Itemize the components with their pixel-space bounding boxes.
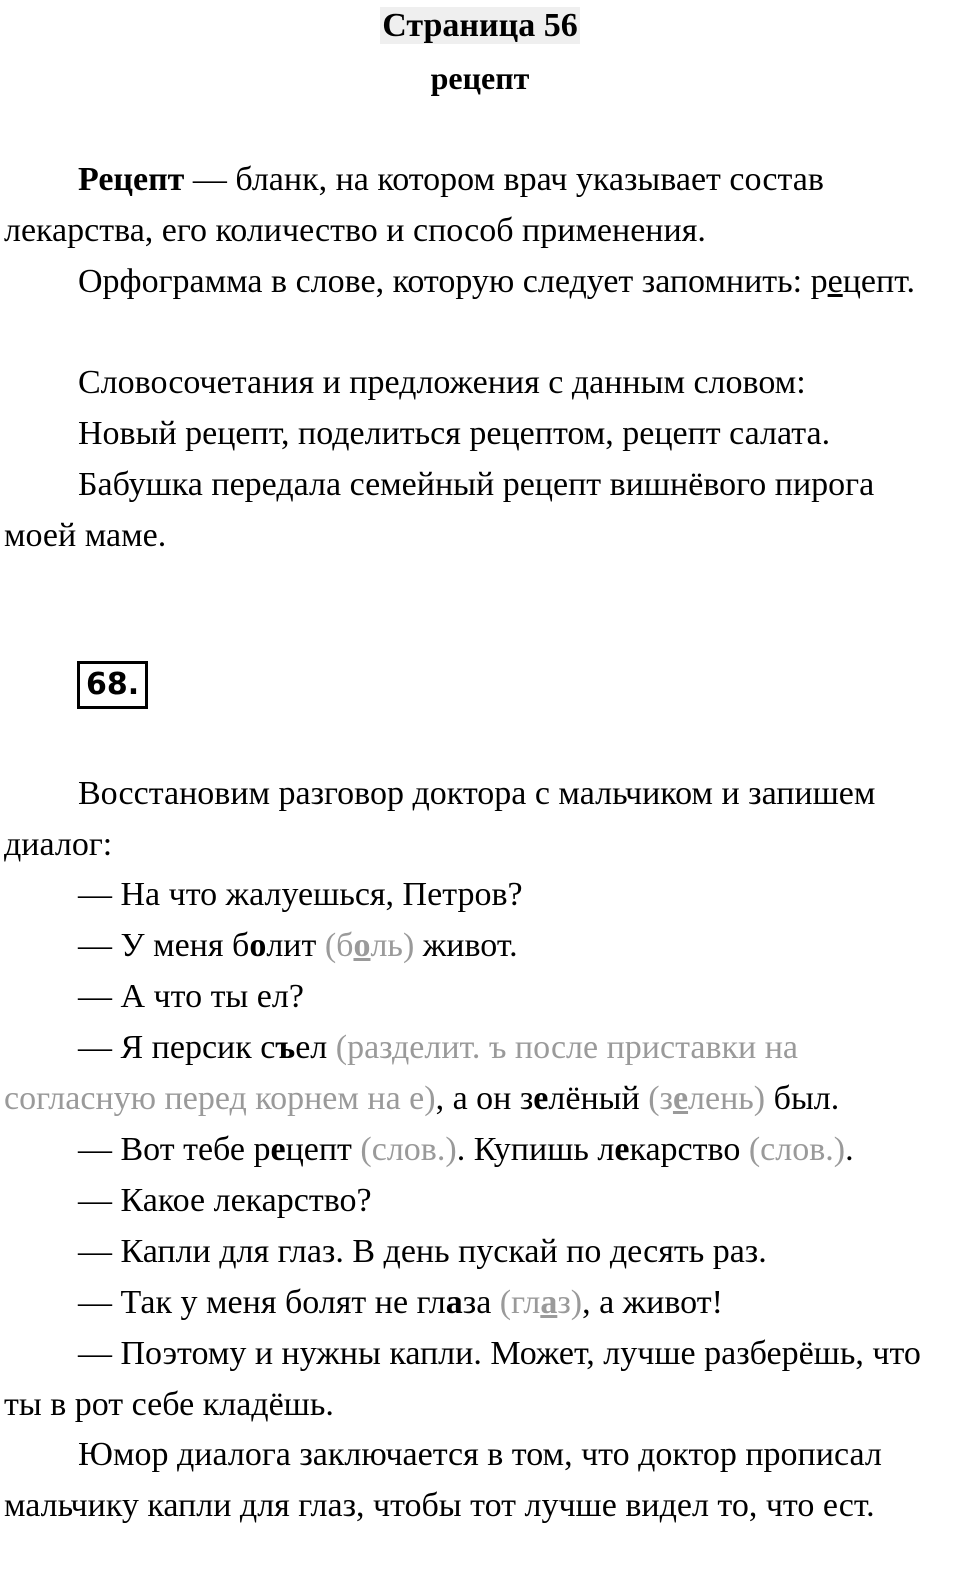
highlighted-letter: ъ — [275, 1029, 296, 1066]
definition-text: — бланк, на котором врач указывает состав лекарства, его количество и способ применения. — [4, 161, 824, 249]
definition-term: Рецепт — [78, 161, 185, 198]
dialogue-line-1: — На что жалуешься, Петров? — [78, 876, 523, 913]
dialogue-line-7: — Капли для глаз. В день пускай по десять раз. — [78, 1233, 767, 1270]
highlighted-letter: е — [533, 1080, 549, 1117]
check-word-part: ль) — [370, 927, 415, 964]
orthogram-intro: Орфограмма в слове, которую следует запомнить: — [78, 263, 803, 300]
dialogue-text: — Так у меня болят не гл — [78, 1284, 446, 1321]
dialogue-line-9: — Поэтому и нужны капли. Может, лучше разберёшь, что ты в рот себе кладёшь. — [4, 1335, 921, 1423]
dialogue-line-5 — [4, 1124, 954, 1175]
dialogue-line-3: — А что ты ел? — [78, 978, 304, 1015]
dialogue-text: лит — [266, 927, 325, 964]
dialogue-line-2 — [4, 920, 954, 971]
definition-paragraph — [4, 154, 954, 256]
highlighted-letter: а — [445, 1284, 463, 1321]
dialogue-text: живот. — [414, 927, 518, 964]
conclusion-paragraph: Юмор диалога заключается в том, что доктор прописал мальчику капли для глаз, чтобы тот лучше видел то, что ест. — [4, 1436, 882, 1524]
page-title-text: Страница 56 — [382, 7, 578, 44]
dialogue-text: — У меня б — [78, 927, 250, 964]
phrases-intro: Словосочетания и предложения с данным словом: — [78, 364, 806, 401]
check-word-letter: а — [540, 1284, 558, 1321]
orthogram-word-start: р — [810, 263, 828, 300]
check-word — [325, 927, 414, 964]
check-word-letter: о — [353, 927, 371, 964]
highlighted-letter: е — [614, 1131, 630, 1168]
dialogue-text: ел — [295, 1029, 336, 1066]
orthogram-word-end: цепт. — [842, 263, 916, 300]
check-word-part: (б — [324, 927, 354, 964]
check-word-letter: е — [672, 1080, 689, 1117]
orthogram-word — [811, 263, 915, 300]
highlighted-letter: о — [249, 927, 267, 964]
orthogram-marked-letter: е — [827, 263, 843, 300]
dialogue-line-6: — Какое лекарство? — [78, 1182, 372, 1219]
dialogue-text: — Я персик с — [78, 1029, 276, 1066]
dialogue-text: . Купишь л — [456, 1131, 615, 1168]
check-word-part: лень) — [688, 1080, 766, 1117]
check-word-part: (з — [648, 1080, 673, 1117]
check-word — [648, 1080, 765, 1117]
phrases-line-1: Новый рецепт, поделиться рецептом, рецепт салата. — [78, 415, 831, 452]
orthogram-paragraph — [4, 256, 954, 307]
dialogue-text: был. — [765, 1080, 840, 1117]
dialogue-text: . — [845, 1131, 854, 1168]
dialogue-text: , а живот! — [582, 1284, 723, 1321]
dialogue-line-8 — [4, 1277, 954, 1328]
dictionary-note: (слов.) — [360, 1131, 457, 1168]
exercise-number-box: 68. — [77, 661, 148, 709]
dictionary-note: (слов.) — [748, 1131, 846, 1168]
dialogue-text: цепт — [285, 1131, 361, 1168]
page-title — [0, 4, 960, 48]
check-word-part: (гл — [499, 1284, 541, 1321]
dialogue-text: карство — [629, 1131, 749, 1168]
phrases-line-2: Бабушка передала семейный рецепт вишнёвого пирога моей маме. — [4, 466, 875, 554]
check-word-part: з) — [557, 1284, 583, 1321]
highlighted-letter: е — [270, 1131, 286, 1168]
dialogue-text: за — [462, 1284, 500, 1321]
dialogue-text: , а он з — [435, 1080, 534, 1117]
check-word — [500, 1284, 582, 1321]
word-heading: рецепт — [430, 60, 530, 96]
dialogue-line-4 — [4, 1022, 954, 1124]
dialogue-text: лёный — [548, 1080, 649, 1117]
dialogue-text: — Вот тебе р — [78, 1131, 271, 1168]
rule-note: (разделит. ъ после приставки на согласную перед корнем на е) — [4, 1029, 799, 1117]
exercise-intro: Восстановим разговор доктора с мальчиком и запишем диалог: — [4, 775, 876, 863]
